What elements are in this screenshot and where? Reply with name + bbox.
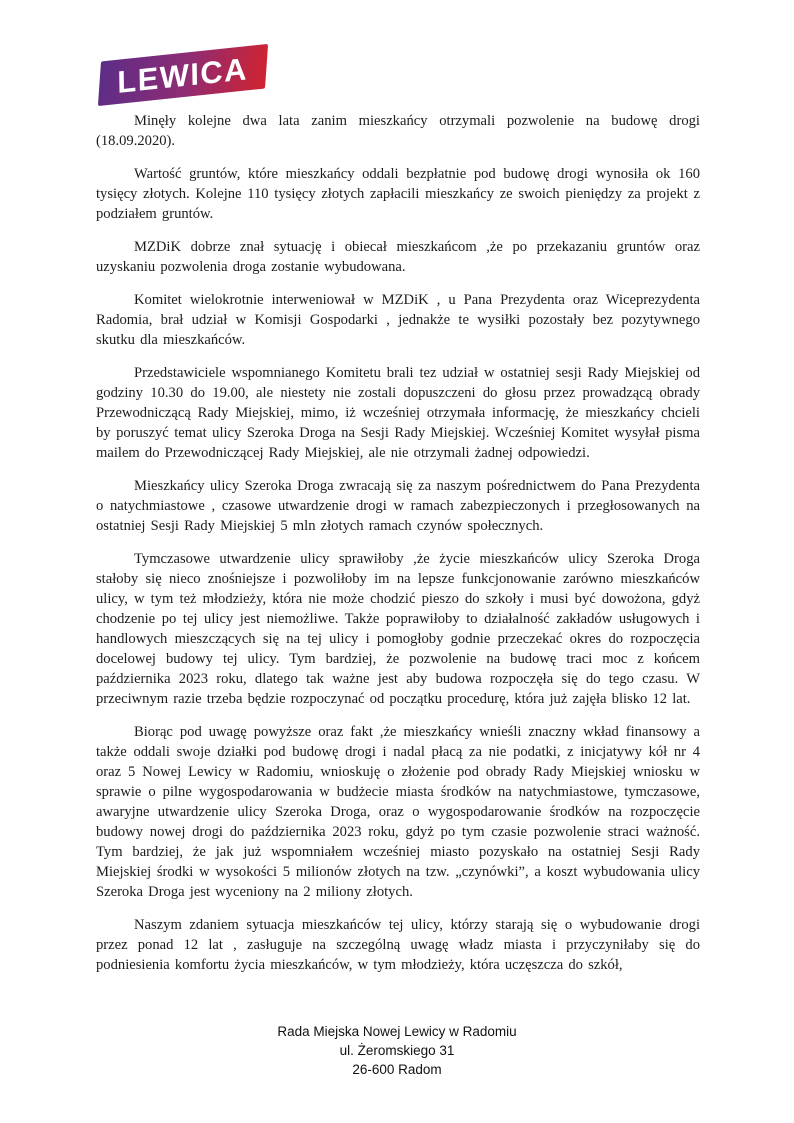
letter-body	[96, 111, 700, 988]
lewica-logo-text: LEWICA	[117, 50, 249, 100]
paragraph-motion: Biorąc pod uwagę powyższe oraz fakt ,że mieszkańcy wnieśli znaczny wkład finansowy a także oddali swoje działki pod budowę drogi i nadal płacą za nie podatki, z inicjatywy kół nr 4 oraz 5 Nowej Lewicy w Radomiu, wnioskuję o złożenie pod obrady Rady Miejskiej wniosku w sprawie o pilne wygospodarowania w budżecie miasta środków na natychmiastowe, tymczasowe, awaryjne utwardzenie ulicy Szeroka Droga, oraz o wygospodarowanie środków na rozpoczęcie budowy nowej drogi do października 2023 roku, gdyż po tym czasie pozwolenie straci ważność. Tym bardziej, że jak już wspomniałem wcześniej miasto pozyskało na ostatniej Sesji Rady Miejskiej środki w wysokości 5 milionów złotych na tzw. „czynówki”, a koszt wybudowania ulicy Szeroka Droga jest wyceniony na 2 miliony złotych.	[96, 724, 700, 900]
footer-city: 26-600 Radom	[352, 1062, 442, 1077]
paragraph-land-value: Wartość gruntów, które mieszkańcy oddali bezpłatnie pod budowę drogi wynosiła ok 160 tysięcy złotych. Kolejne 110 tysięcy złotych zapłacili mieszkańcy ze swoich pieniędzy za projekt z podziałem gruntów.	[96, 166, 700, 222]
footer-street: ul. Żeromskiego 31	[339, 1043, 455, 1058]
footer-organization: Rada Miejska Nowej Lewicy w Radomiu	[277, 1024, 517, 1039]
paragraph-request: Mieszkańcy ulicy Szeroka Droga zwracają się za naszym pośrednictwem do Pana Prezydenta o natychmiastowe , czasowe utwardzenie drogi w ramach zabezpieczonych i przegłosowanych na ostatniej Sesji Rady Miejskiej 5 mln złotych ramach czynów społecznych.	[96, 478, 700, 534]
paragraph-mzdik-promise: MZDiK dobrze znał sytuację i obiecał mieszkańcom ,że po przekazaniu gruntów oraz uzyskaniu pozwolenia droga zostanie wybudowana.	[96, 239, 700, 275]
footer-address	[0, 1022, 794, 1079]
paragraph-committee: Komitet wielokrotnie interweniował w MZDiK , u Pana Prezydenta oraz Wiceprezydenta Radomia, brał udział w Komisji Gospodarki , jednakże te wysiłki pozostały bez pozytywnego skutku dla mieszkańców.	[96, 292, 700, 348]
paragraph-temporary-road: Tymczasowe utwardzenie ulicy sprawiłoby ,że życie mieszkańców ulicy Szeroka Droga stałoby się nieco znośniejsze i pozwoliłoby im na lepsze funkcjonowanie zarówno mieszkańców ulicy, w tym też młodzieży, która nie może chodzić pieszo do szkoły i musi być dowożona, gdyż chodzenie po tej ulicy jest niemożliwe. Także poprawiłoby to działalność zakładów usługowych i handlowych mieszczących się na tej ulicy i pomogłoby godnie przeczekać okres do rozpoczęcia docelowej budowy tej ulicy. Tym bardziej, że pozwolenie na budowę traci moc z końcem października 2023 roku, dlatego tak ważne jest aby budowa rozpoczęła się do tego czasu. W przeciwnym razie trzeba będzie rozpoczynać od początku procedurę, która już zajęła blisko 12 lat.	[96, 551, 700, 707]
lewica-logo	[98, 44, 268, 106]
paragraph-conclusion: Naszym zdaniem sytuacja mieszkańców tej ulicy, którzy starają się o wybudowanie drogi przez ponad 12 lat , zasługuje na szczególną uwagę władz miasta i przyczyniłaby się do podniesienia komfortu życia mieszkańców, w tym młodzieży, która uczęszcza do szkół,	[96, 917, 700, 973]
paragraph-session: Przedstawiciele wspomnianego Komitetu brali tez udział w ostatniej sesji Rady Miejskiej od godziny 10.30 do 19.00, ale niestety nie zostali dopuszczeni do głosu przez prowadzącą obrady Przewodniczącą Rady Miejskiej, mimo, iż wcześniej otrzymała informację, że mieszkańcy chcieli by poruszyć temat ulicy Szeroka Droga na Sesji Rady Miejskiej. Wcześniej Komitet wysyłał pisma mailem do Przewodniczącej Rady Miejskiej, ale nie otrzymali żadnej odpowiedzi.	[96, 365, 700, 461]
paragraph-permit: Minęły kolejne dwa lata zanim mieszkańcy otrzymali pozwolenie na budowę drogi (18.09.2020).	[96, 113, 700, 149]
